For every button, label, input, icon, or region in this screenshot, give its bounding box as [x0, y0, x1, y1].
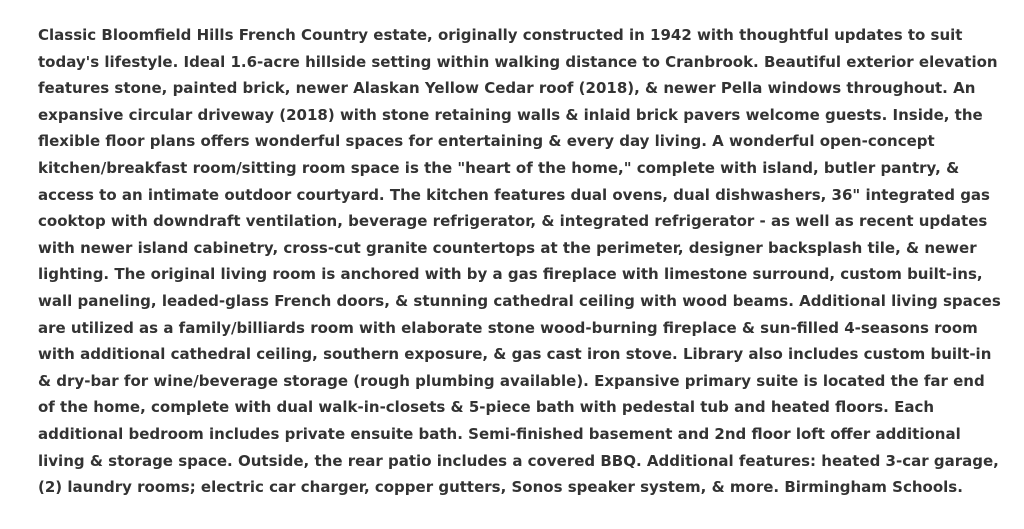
description-line: living & storage space. Outside, the rear patio includes a covered BBQ. Additional features: heated 3-car garage, [38, 451, 999, 470]
description-line: expansive circular driveway (2018) with stone retaining walls & inlaid brick pavers welcome guests. Inside, the [38, 105, 983, 124]
description-line: today's lifestyle. Ideal 1.6-acre hillside setting within walking distance to Cranbrook. Beautiful exterior elevation [38, 52, 998, 71]
description-line: are utilized as a family/billiards room with elaborate stone wood-burning fireplace & sun-filled 4-seasons room [38, 318, 978, 337]
description-line: additional bedroom includes private ensuite bath. Semi-finished basement and 2nd floor loft offer additional [38, 424, 961, 443]
description-line: access to an intimate outdoor courtyard. The kitchen features dual ovens, dual dishwashers, 36" integrated gas [38, 185, 990, 204]
description-line: flexible floor plans offers wonderful spaces for entertaining & every day living. A wonderful open-concept [38, 132, 935, 151]
description-line: (2) laundry rooms; electric car charger, copper gutters, Sonos speaker system, & more. Birmingham Schools. [38, 478, 963, 497]
description-line: wall paneling, leaded-glass French doors, & stunning cathedral ceiling with wood beams. Additional living spaces [38, 291, 1001, 310]
description-line: Classic Bloomfield Hills French Country estate, originally constructed in 1942 with thoughtful updates to suit [38, 26, 963, 44]
description-line: kitchen/breakfast room/sitting room space is the "heart of the home," complete with island, butler pantry, & [38, 158, 960, 177]
description-line: & dry-bar for wine/beverage storage (rough plumbing available). Expansive primary suite is located the far end [38, 371, 985, 390]
property-description [38, 22, 1001, 501]
description-line: of the home, complete with dual walk-in-closets & 5-piece bath with pedestal tub and heated floors. Each [38, 398, 935, 417]
description-line: with additional cathedral ceiling, southern exposure, & gas cast iron stove. Library also includes custom built-in [38, 345, 992, 364]
description-line: with newer island cabinetry, cross-cut granite countertops at the perimeter, designer backsplash tile, & newer [38, 238, 977, 257]
description-line: cooktop with downdraft ventilation, beverage refrigerator, & integrated refrigerator - as well as recent updates [38, 212, 988, 231]
description-line: features stone, painted brick, newer Alaskan Yellow Cedar roof (2018), & newer Pella windows throughout. An [38, 79, 976, 98]
description-line: lighting. The original living room is anchored with by a gas fireplace with limestone surround, custom built-ins, [38, 265, 983, 284]
